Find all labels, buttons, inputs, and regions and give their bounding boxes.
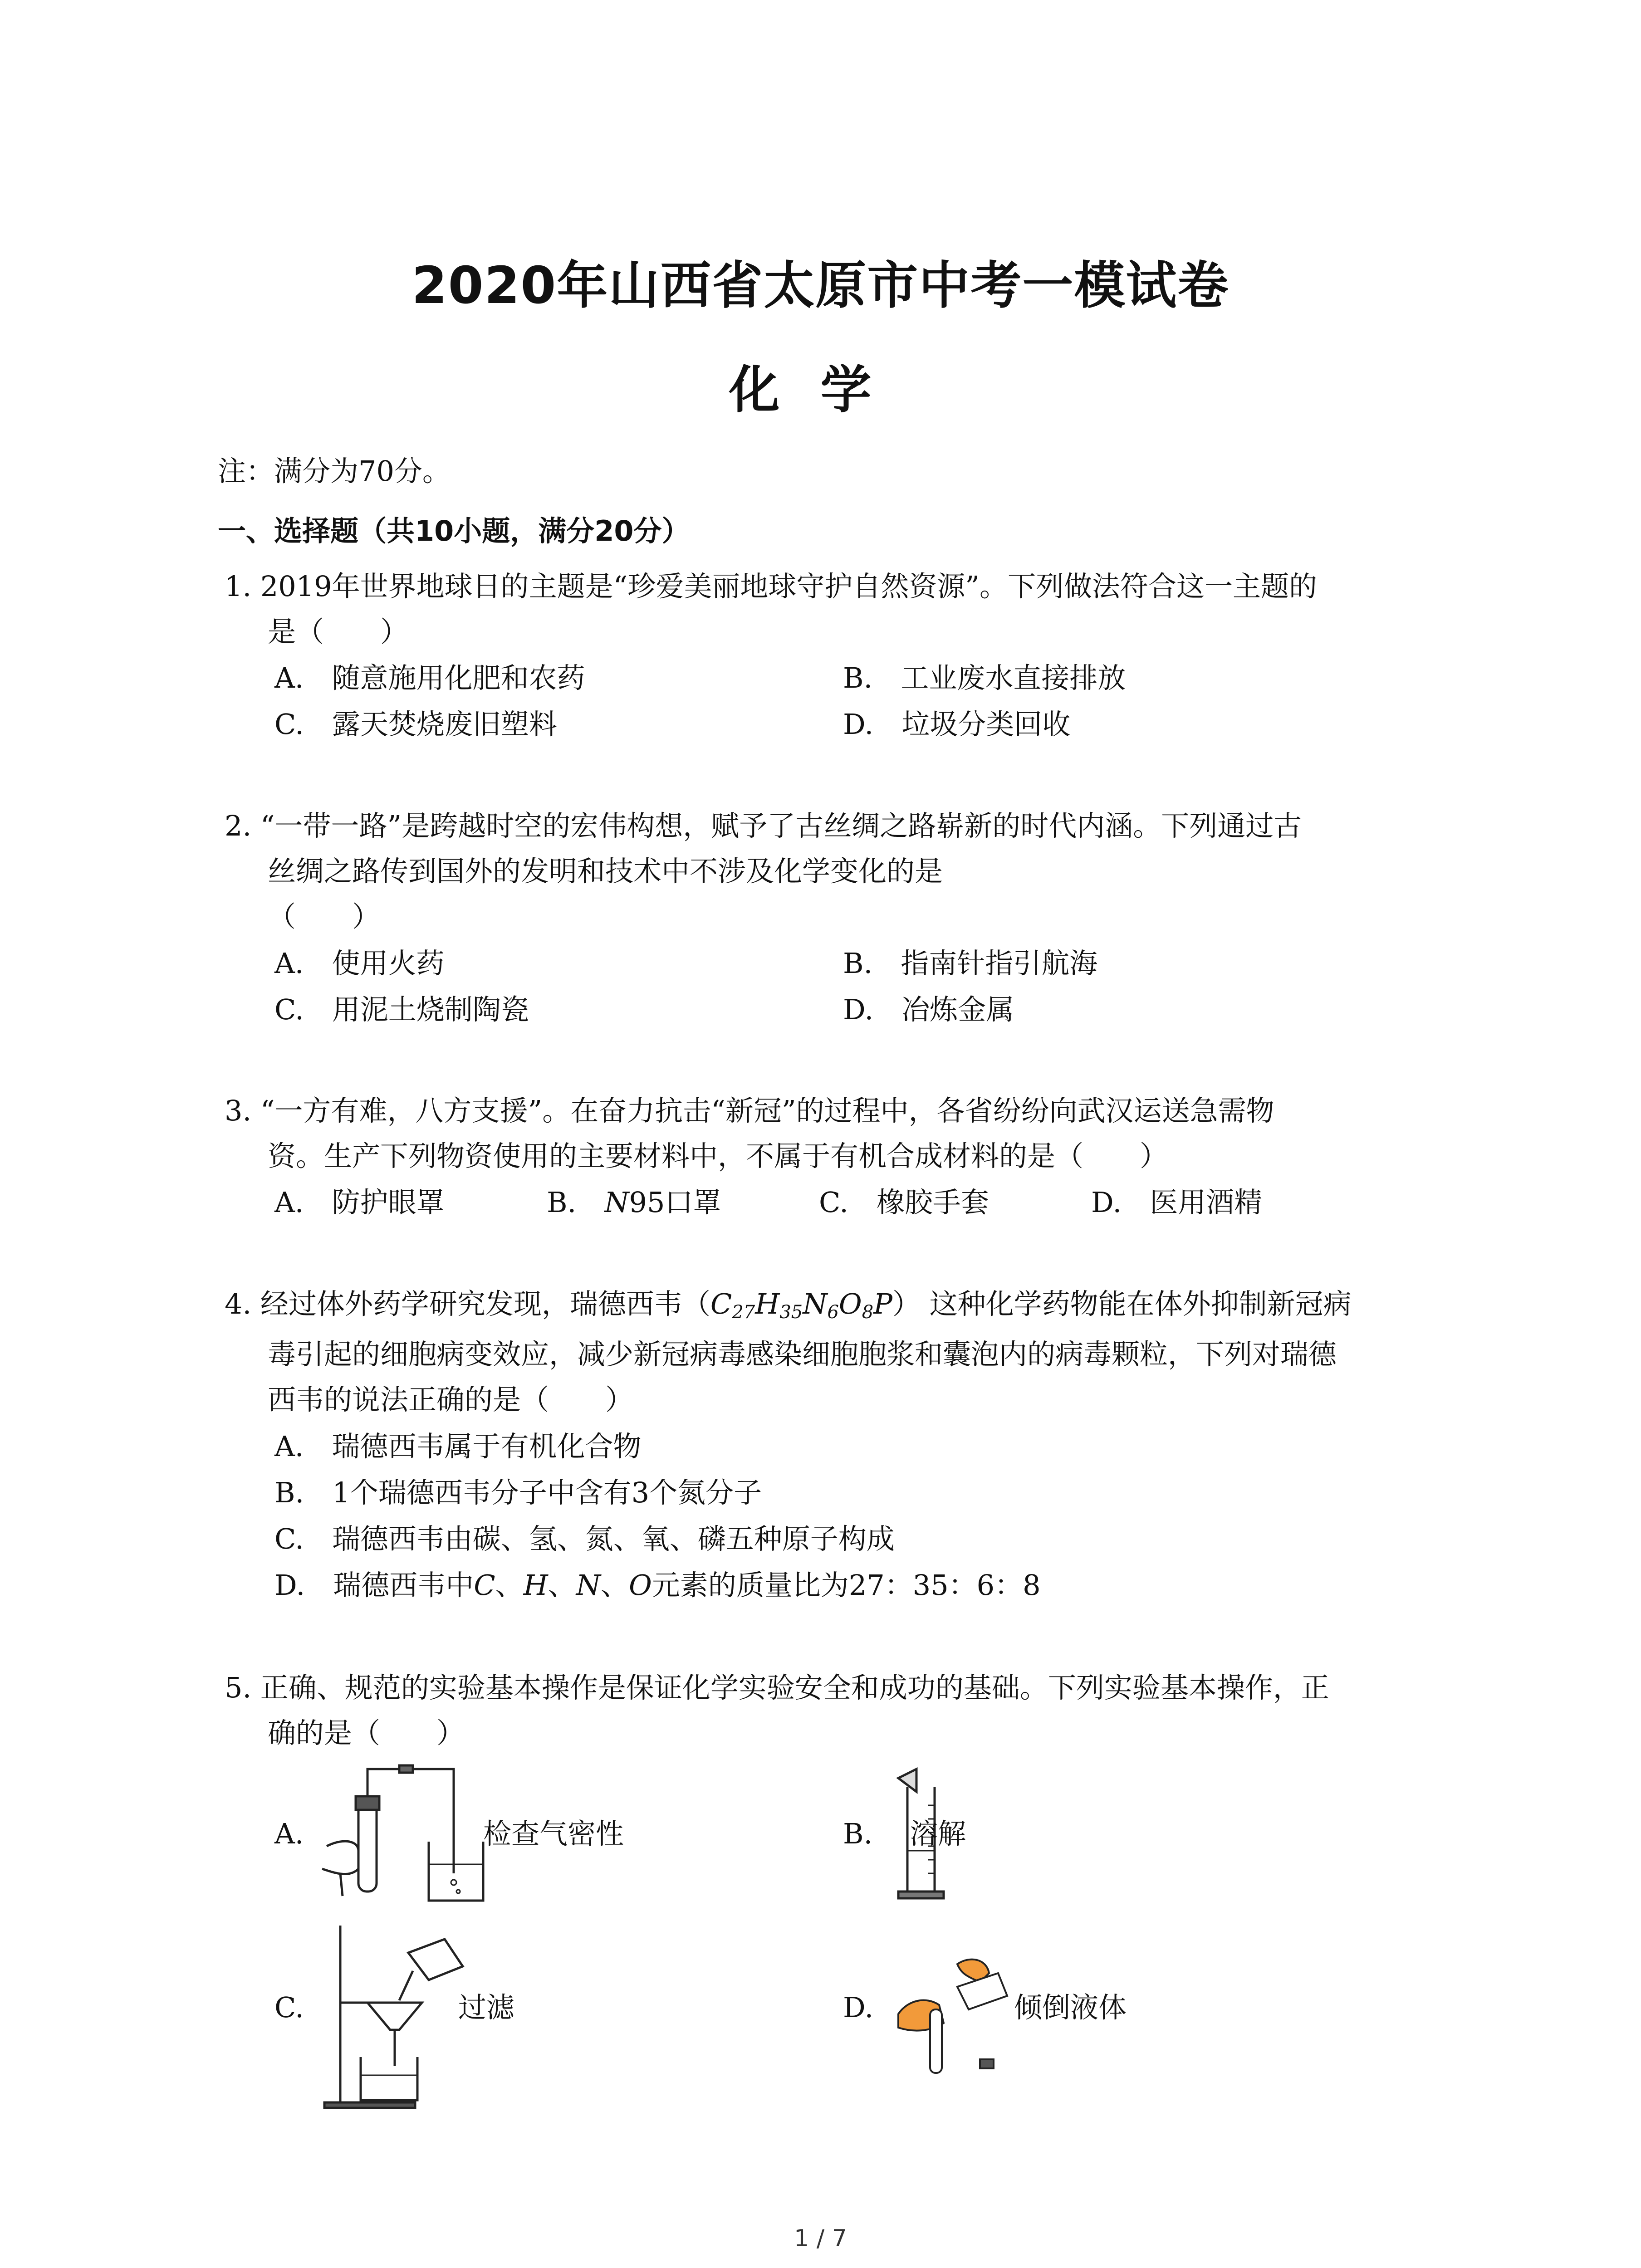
q1-option-d[interactable]: D. 垃圾分类回收 <box>843 708 1071 741</box>
q4-d-o: O <box>629 1569 652 1602</box>
formula-n: N <box>803 1287 828 1320</box>
q2-stem-line3: （ ） <box>268 900 381 933</box>
q5-stem-line2: 确的是（ ） <box>268 1716 465 1750</box>
subject-title: 化学 <box>729 361 912 420</box>
score-note: 注：满分为70分。 <box>218 455 451 488</box>
q3-option-c[interactable]: C. 橡胶手套 <box>819 1186 989 1219</box>
q1-option-b[interactable]: B. 工业废水直接排放 <box>843 661 1126 694</box>
q4-d-sep3: 、 <box>601 1569 629 1602</box>
q4-option-d-prefix: D. 瑞德西韦中 <box>274 1569 474 1602</box>
pouring-liquid-illustration <box>889 1946 1025 2082</box>
filtration-illustration <box>318 1916 472 2112</box>
q4-d-h: H <box>523 1569 548 1602</box>
q5-option-b-letter[interactable]: B. <box>843 1817 873 1850</box>
q4-stem-line2: 毒引起的细胞病变效应，减少新冠病毒感染细胞胞浆和囊泡内的病毒颗粒，下列对瑞德 <box>268 1338 1337 1371</box>
q5-option-d-letter[interactable]: D. <box>843 1991 874 2024</box>
q5-option-d-label: 倾倒液体 <box>1014 1991 1127 2024</box>
q3-option-b-italic: N <box>604 1186 629 1219</box>
formula-o: O <box>838 1287 862 1320</box>
q2-option-c[interactable]: C. 用泥土烧制陶瓷 <box>274 993 529 1026</box>
q2-option-b[interactable]: B. 指南针指引航海 <box>843 947 1098 980</box>
q4-option-b[interactable]: B. 1个瑞德西韦分子中含有3个氮分子 <box>274 1476 762 1509</box>
q4-option-d[interactable] <box>274 1569 1041 1602</box>
q2-option-d[interactable]: D. 冶炼金属 <box>843 993 1014 1026</box>
remdesivir-formula <box>710 1287 892 1323</box>
q3-stem-line1: 3. “一方有难，八方支援”。在奋力抗击“新冠”的过程中，各省纷纷向武汉运送急需物 <box>225 1094 1274 1127</box>
formula-sub-8: 8 <box>862 1302 874 1323</box>
q5-option-a-label: 检查气密性 <box>483 1817 624 1850</box>
q3-option-a[interactable]: A. 防护眼罩 <box>274 1186 445 1219</box>
q3-option-d[interactable]: D. 医用酒精 <box>1091 1186 1263 1219</box>
section-heading: 一、选择题（共10小题，满分20分） <box>218 514 690 547</box>
q5-option-a-letter[interactable]: A. <box>274 1817 304 1850</box>
q1-option-c[interactable]: C. 露天焚烧废旧塑料 <box>274 708 557 741</box>
q4-option-a[interactable]: A. 瑞德西韦属于有机化合物 <box>274 1430 642 1463</box>
q3-stem-line2: 资。生产下列物资使用的主要材料中，不属于有机合成材料的是（ ） <box>268 1139 1168 1173</box>
q4-stem-line1-b: ） 这种化学药物能在体外抑制新冠病 <box>892 1287 1352 1320</box>
formula-sub-27: 27 <box>732 1302 755 1323</box>
formula-h: H <box>755 1287 780 1320</box>
q1-option-a[interactable]: A. 随意施用化肥和农药 <box>274 661 585 694</box>
q4-stem-line1-a: 4. 经过体外药学研究发现，瑞德西韦（ <box>225 1287 710 1320</box>
q2-option-a[interactable]: A. 使用火药 <box>274 947 445 980</box>
q3-option-b[interactable] <box>547 1188 721 1217</box>
q4-option-d-rest: 元素的质量比为27：35：6：8 <box>652 1569 1041 1602</box>
q5-option-b-label: 溶解 <box>910 1817 966 1850</box>
q3-option-b-prefix: B. <box>547 1186 605 1219</box>
q4-d-c: C <box>474 1569 495 1602</box>
formula-c: C <box>710 1287 732 1320</box>
q4-d-sep1: 、 <box>495 1569 524 1602</box>
q5-option-c-letter[interactable]: C. <box>274 1991 304 2024</box>
q5-stem-line1: 5. 正确、规范的实验基本操作是保证化学实验安全和成功的基础。下列实验基本操作，正 <box>225 1671 1329 1704</box>
q4-stem-line3: 西韦的说法正确的是（ ） <box>268 1383 634 1416</box>
q2-stem-line2: 丝绸之路传到国外的发明和技术中不涉及化学变化的是 <box>268 855 943 888</box>
q4-d-n: N <box>576 1569 601 1602</box>
airtightness-check-illustration <box>318 1760 490 1910</box>
q4-d-sep2: 、 <box>548 1569 576 1602</box>
q1-stem-line1: 1. 2019年世界地球日的主题是“珍爱美丽地球守护自然资源”。下列做法符合这一主题的 <box>225 570 1318 603</box>
q4-stem-line1 <box>225 1287 1352 1323</box>
page-indicator: 1 / 7 <box>794 2225 847 2252</box>
q2-stem-line1: 2. “一带一路”是跨越时空的宏伟构想，赋予了古丝绸之路崭新的时代内涵。下列通过古 <box>225 809 1302 842</box>
q5-option-c-label: 过滤 <box>458 1991 515 2024</box>
formula-sub-35: 35 <box>779 1302 803 1323</box>
formula-p: P <box>873 1287 892 1320</box>
formula-sub-6: 6 <box>827 1302 839 1323</box>
q1-stem-line2: 是（ ） <box>268 615 409 648</box>
q3-option-b-rest: 95口罩 <box>629 1186 721 1219</box>
q4-option-c[interactable]: C. 瑞德西韦由碳、氢、氮、氧、磷五种原子构成 <box>274 1522 895 1555</box>
exam-title: 2020年山西省太原市中考一模试卷 <box>411 256 1230 315</box>
